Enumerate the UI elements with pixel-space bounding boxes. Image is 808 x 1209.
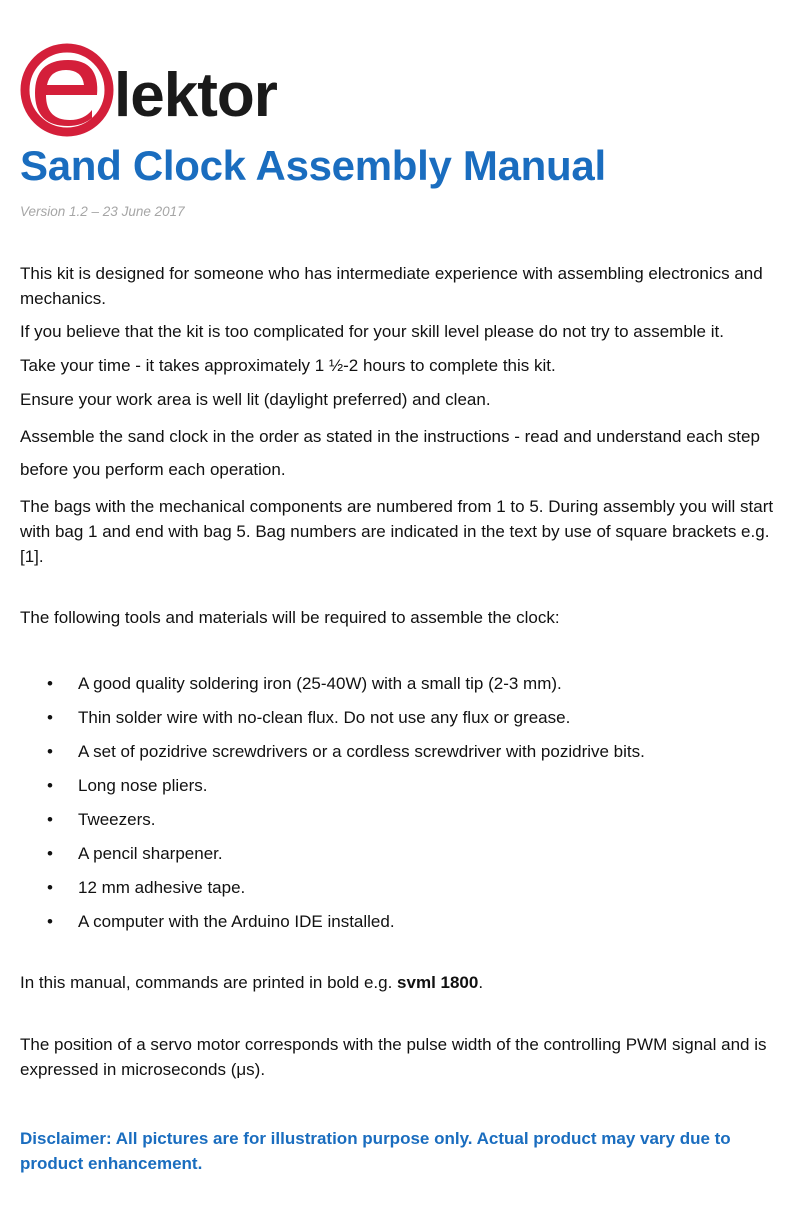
- list-item: [20, 671, 792, 696]
- tools-list: [20, 671, 792, 934]
- command-example: svml 1800: [397, 973, 479, 992]
- manual-body: [20, 261, 792, 1176]
- list-item: [20, 841, 792, 866]
- list-item: [20, 773, 792, 798]
- servo-note: The position of a servo motor corresponds with the pulse width of the controlling PWM signal and is expressed in microseconds (μs).: [20, 1035, 767, 1079]
- list-item: [20, 875, 792, 900]
- bullet-icon: •: [47, 742, 53, 761]
- list-item: [20, 807, 792, 832]
- version-date: Version 1.2 – 23 June 2017: [20, 204, 185, 219]
- intro-paragraph: If you believe that the kit is too complicated for your skill level please do not try to assemble it.: [20, 322, 724, 341]
- list-item: [20, 705, 792, 730]
- list-item: [20, 739, 792, 764]
- commands-note: [20, 970, 792, 995]
- page-title: Sand Clock Assembly Manual: [20, 142, 606, 189]
- elektor-logo: [20, 42, 310, 138]
- intro-paragraph: This kit is designed for someone who has intermediate experience with assembling electronics and mechanics.: [20, 264, 763, 308]
- commands-note-suffix: .: [478, 973, 484, 992]
- intro-paragraph: The bags with the mechanical components are numbered from 1 to 5. During assembly you will start with bag 1 and end with bag 5. Bag numbers are indicated in the text by use of square brackets e.g. [1].: [20, 497, 774, 566]
- bullet-icon: •: [47, 776, 53, 795]
- list-item-text: 12 mm adhesive tape.: [78, 878, 246, 897]
- list-item-text: A pencil sharpener.: [78, 844, 223, 863]
- bullet-icon: •: [47, 878, 53, 897]
- list-item-text: Long nose pliers.: [78, 776, 208, 795]
- bullet-icon: •: [47, 844, 53, 863]
- list-item-text: Thin solder wire with no-clean flux. Do not use any flux or grease.: [78, 708, 571, 727]
- bullet-icon: •: [47, 912, 53, 931]
- disclaimer: Disclaimer: All pictures are for illustration purpose only. Actual product may vary due to product enhancement.: [20, 1129, 731, 1173]
- tools-intro: The following tools and materials will be required to assemble the clock:: [20, 608, 560, 627]
- bullet-icon: •: [47, 674, 53, 693]
- list-item-text: A set of pozidrive screwdrivers or a cordless screwdriver with pozidrive bits.: [78, 742, 645, 761]
- list-item-text: A computer with the Arduino IDE installed.: [78, 912, 395, 931]
- list-item: [20, 909, 792, 934]
- logo-wordmark: lektor: [114, 61, 277, 130]
- bullet-icon: •: [47, 810, 53, 829]
- commands-note-prefix: In this manual, commands are printed in bold e.g.: [20, 973, 398, 992]
- intro-paragraph: Ensure your work area is well lit (daylight preferred) and clean.: [20, 390, 491, 409]
- list-item-text: Tweezers.: [78, 810, 156, 829]
- elektor-logo-icon: [20, 42, 310, 138]
- bullet-icon: •: [47, 708, 53, 727]
- intro-paragraph: Take your time - it takes approximately 1 ½-2 hours to complete this kit.: [20, 356, 556, 375]
- list-item-text: A good quality soldering iron (25-40W) with a small tip (2-3 mm).: [78, 674, 562, 693]
- intro-paragraph: Assemble the sand clock in the order as stated in the instructions - read and understand each step before you perform each operation.: [20, 427, 760, 479]
